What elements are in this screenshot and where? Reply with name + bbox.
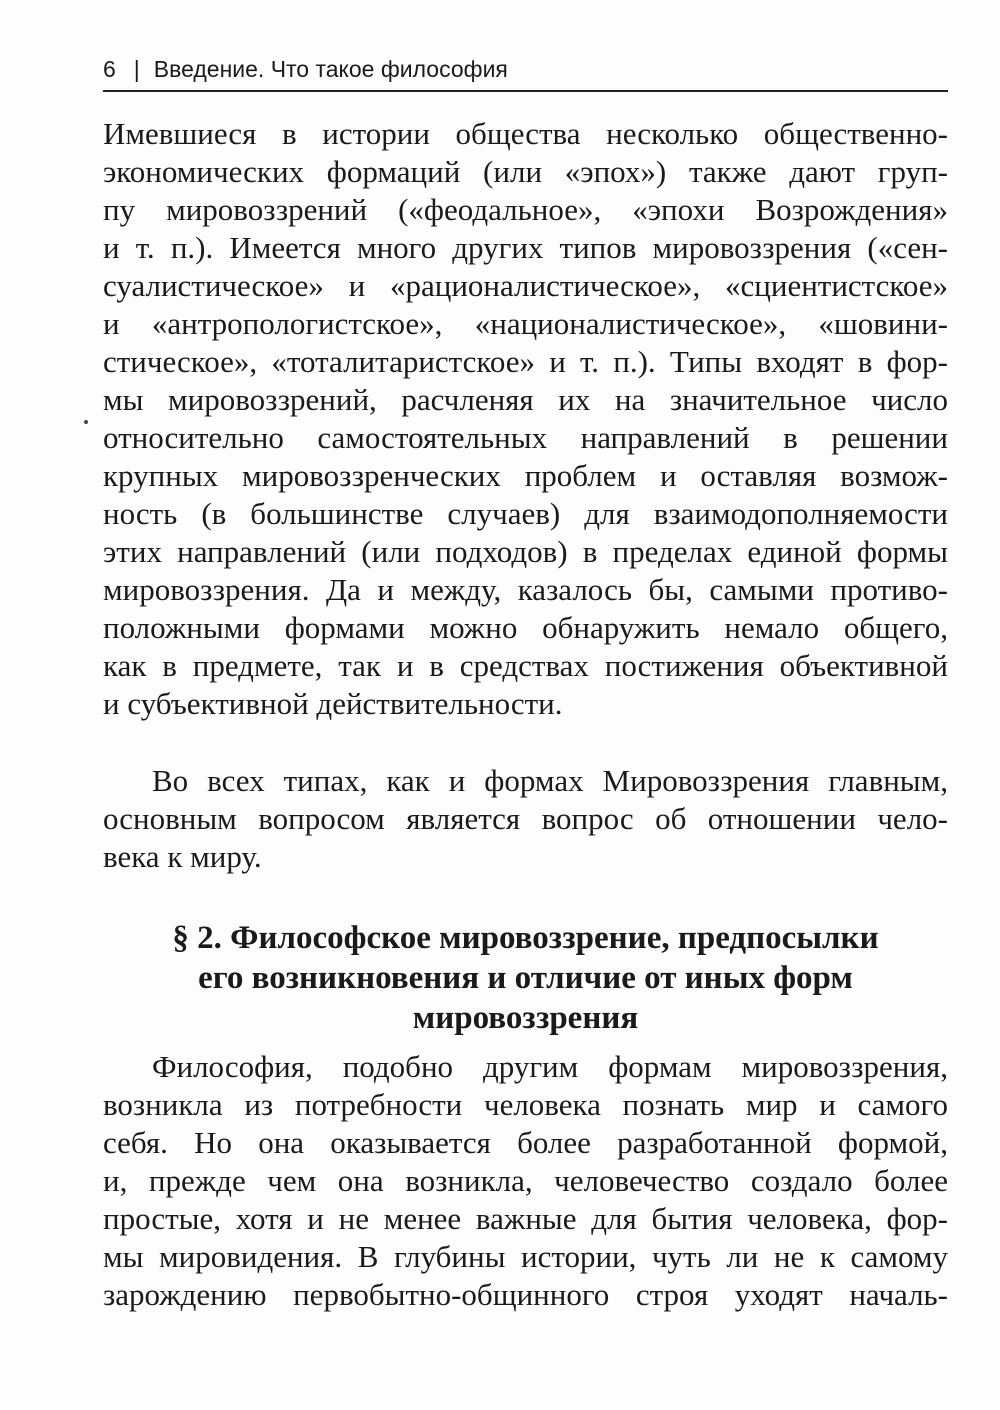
text-line: и, прежде чем она возникла, человечество создало более — [103, 1163, 948, 1198]
text-line: и т. п.). Имеется много других типов мировоззрения («сен- — [103, 230, 948, 265]
heading-line: мировоззрения — [412, 1000, 639, 1036]
text-line: этих направлений (или подходов) в пределах единой формы — [103, 534, 948, 569]
text-line: крупных мировоззренческих проблем и оставляя возмож- — [103, 458, 948, 493]
text-line: мировоззрения. Да и между, казалось бы, самыми противо- — [103, 572, 948, 607]
text-line: века к миру. — [103, 839, 262, 874]
text-line: себя. Но она оказывается более разработанной формой, — [103, 1125, 948, 1160]
text-line: основным вопросом является вопрос об отношении чело- — [103, 801, 948, 836]
running-head — [103, 54, 948, 92]
paragraph-3 — [103, 1048, 948, 1314]
heading-line: его возникновения и отличие от иных форм — [198, 960, 853, 996]
text-line: стическое», «тоталитаристское» и т. п.). Типы входят в фор- — [103, 344, 948, 379]
text-line: и «антропологистское», «националистическое», «шовини- — [103, 306, 948, 341]
heading-line: § 2. Философское мировоззрение, предпосылки — [172, 920, 879, 956]
text-line: пу мировоззрений («феодальное», «эпохи Возрождения» — [103, 192, 948, 227]
text-line: простые, хотя и не менее важные для бытия человека, фор- — [103, 1201, 948, 1236]
text-line: возникла из потребности человека познать мир и самого — [103, 1087, 948, 1122]
text-line: мы мировоззрений, расчленяя их на значительное число — [103, 382, 948, 417]
text-line: положными формами можно обнаружить немало общего, — [103, 610, 948, 645]
text-line: Имевшиеся в истории общества несколько общественно- — [103, 116, 948, 151]
paragraph-2 — [103, 762, 948, 876]
margin-speck — [84, 420, 88, 424]
page-number: 6 — [103, 56, 116, 82]
text-line: и субъективной действительности. — [103, 686, 563, 721]
text-line: Философия, подобно другим формам мировоззрения, — [152, 1049, 948, 1084]
text-line: экономических формаций (или «эпох») также дают груп- — [103, 154, 948, 189]
chapter-title: Введение. Что такое философия — [153, 56, 508, 82]
text-line: зарождению первобытно-общинного строя уходят началь- — [103, 1277, 948, 1312]
running-head-separator: | — [133, 56, 140, 82]
text-line: Во всех типах, как и формах Мировоззрения главным, — [152, 763, 948, 798]
text-line: ность (в большинстве случаев) для взаимодополняемости — [103, 496, 948, 531]
text-line: мы мировидения. В глубины истории, чуть ли не к самому — [103, 1239, 948, 1274]
text-line: как в предмете, так и в средствах постижения объективной — [103, 648, 948, 683]
section-heading — [103, 918, 948, 1038]
text-line: относительно самостоятельных направлений в решении — [103, 420, 948, 455]
text-line: суалистическое» и «рационалистическое», «сциентистское» — [103, 268, 948, 303]
paragraph-1 — [103, 115, 948, 723]
